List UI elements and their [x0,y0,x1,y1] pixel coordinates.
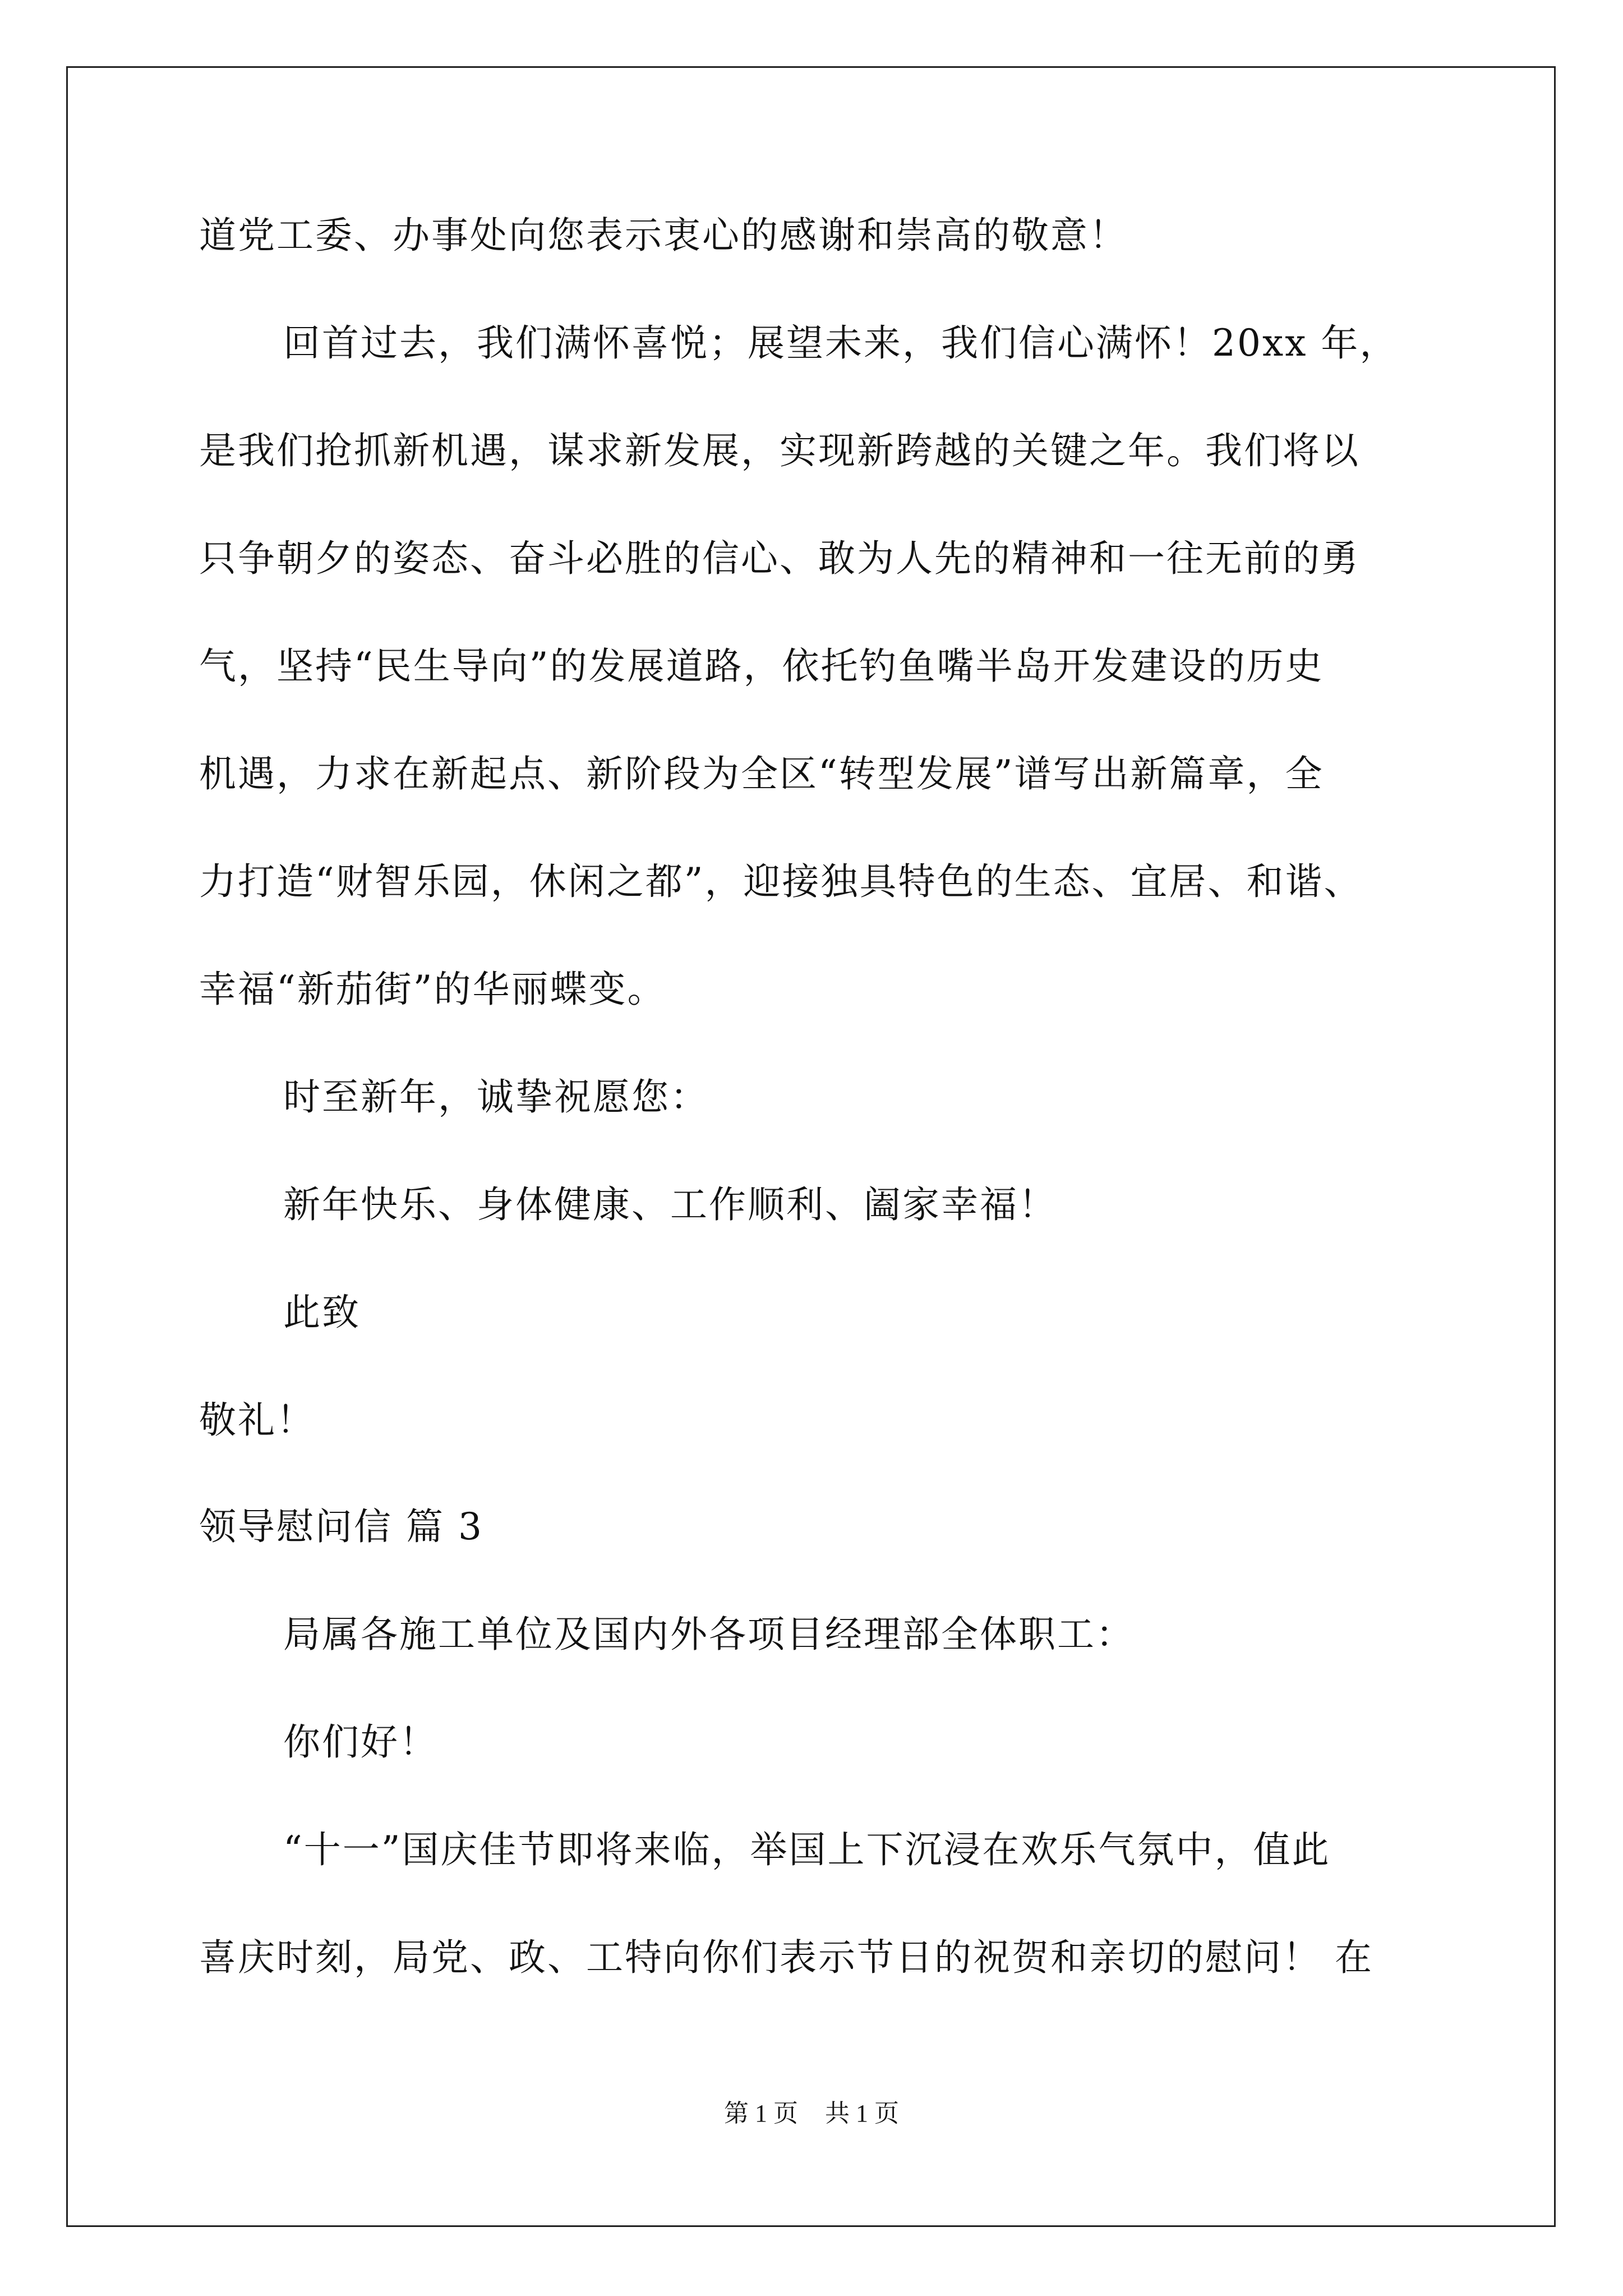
page-number: 第 1 页 [724,2100,798,2127]
text-line: 力打造“财智乐园，休闲之都”，迎接独具特色的生态、宜居、和谐、 [199,860,1363,903]
page-footer [0,2098,1623,2129]
text-line: 喜庆时刻，局党、政、工特向你们表示节日的祝贺和亲切的慰问！ 在 [199,1936,1373,1979]
page-border [66,66,1556,2227]
text-line: 幸福“新茄街”的华丽蝶变。 [199,968,666,1011]
text-line: 新年快乐、身体健康、工作顺利、阖家幸福！ [283,1183,1057,1226]
text-line: 是我们抢抓新机遇，谋求新发展，实现新跨越的关键之年。我们将以 [199,429,1360,472]
text-line: 机遇，力求在新起点、新阶段为全区“转型发展”谱写出新篇章，全 [199,752,1324,795]
text-line: 局属各施工单位及国内外各项目经理部全体职工： [283,1613,1135,1656]
text-line: “十一”国庆佳节即将来临，举国上下沉浸在欢乐气氛中，值此 [283,1828,1331,1871]
page-total: 共 1 页 [825,2100,899,2127]
text-line: 敬礼！ [199,1398,315,1442]
section-heading: 领导慰问信 篇 3 [199,1505,483,1548]
text-line: 只争朝夕的姿态、奋斗必胜的信心、敢为人先的精神和一往无前的勇 [199,537,1360,580]
text-line: 气，坚持“民生导向”的发展道路，依托钓鱼嘴半岛开发建设的历史 [199,645,1324,688]
text-line: 你们好！ [283,1720,438,1764]
text-line: 时至新年，诚挚祝愿您： [283,1075,709,1119]
text-line: 道党工委、办事处向您表示衷心的感谢和崇高的敬意！ [199,214,1128,257]
text-line: 回首过去，我们满怀喜悦；展望未来，我们信心满怀！20xx 年， [283,321,1399,365]
text-line: 此致 [283,1291,361,1334]
